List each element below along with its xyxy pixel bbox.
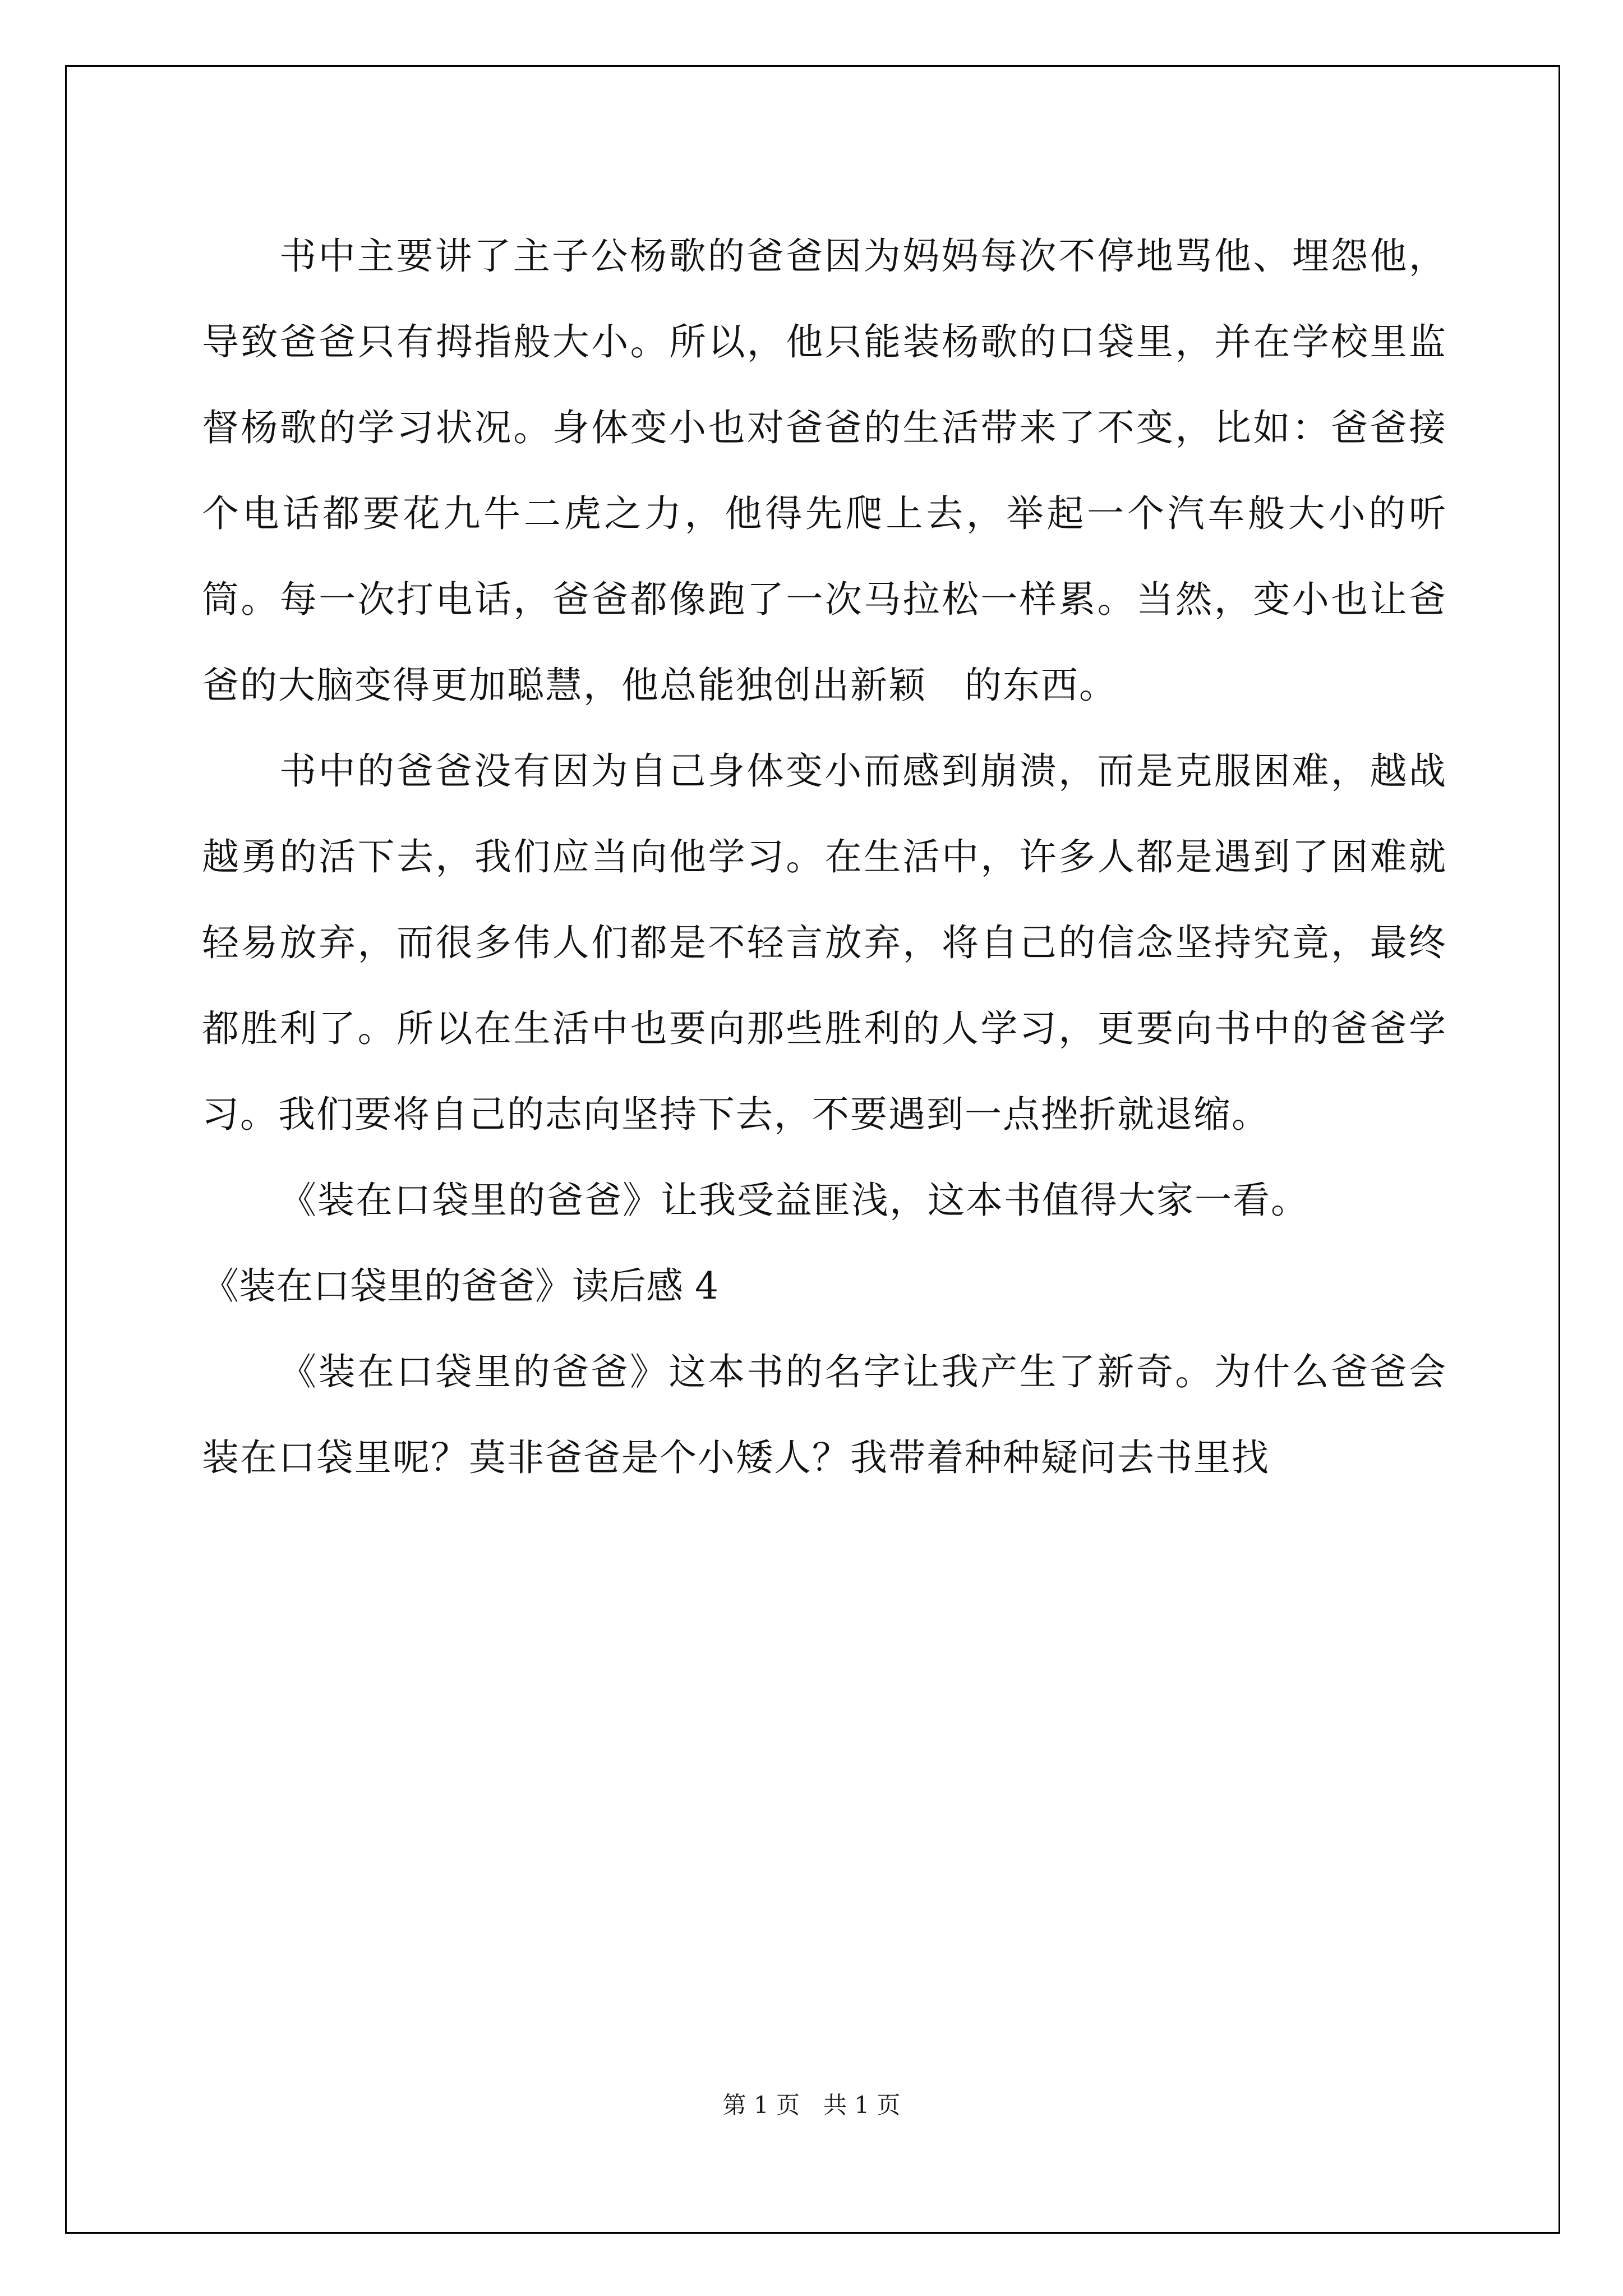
document-body [202,213,1447,1501]
paragraph-1: 书中主要讲了主子公杨歌的爸爸因为妈妈每次不停地骂他、埋怨他，导致爸爸只有拇指般大小。所以，他只能装杨歌的口袋里，并在学校里监督杨歌的学习状况。身体变小也对爸爸的生活带来了不变，比如：爸爸接个电话都要花九牛二虎之力，他得先爬上去，举起一个汽车般大小的听筒。每一次打电话，爸爸都像跑了一次马拉松一样累。当然，变小也让爸爸的大脑变得更加聪慧，他总能独创出新颖 的东西。 [202,234,1447,707]
page-footer: 第 1 页 共 1 页 [722,2091,901,2119]
paragraph-3: 《装在口袋里的爸爸》让我受益匪浅，这本书值得大家一看。 [279,1179,1309,1222]
paragraph-4: 《装在口袋里的爸爸》这本书的名字让我产生了新奇。为什么爸爸会装在口袋里呢？莫非爸爸是个小矮人？我带着种种疑问去书里找 [202,1350,1447,1479]
section-heading: 《装在口袋里的爸爸》读后感 4 [202,1264,718,1308]
paragraph-2: 书中的爸爸没有因为自己身体变小而感到崩溃，而是克服困难，越战越勇的活下去，我们应当向他学习。在生活中，许多人都是遇到了困难就轻易放弃，而很多伟人们都是不轻言放弃，将自己的信念坚持究竟，最终都胜利了。所以在生活中也要向那些胜利的人学习，更要向书中的爸爸学习。我们要将自己的志向坚持下去，不要遇到一点挫折就退缩。 [202,749,1447,1136]
